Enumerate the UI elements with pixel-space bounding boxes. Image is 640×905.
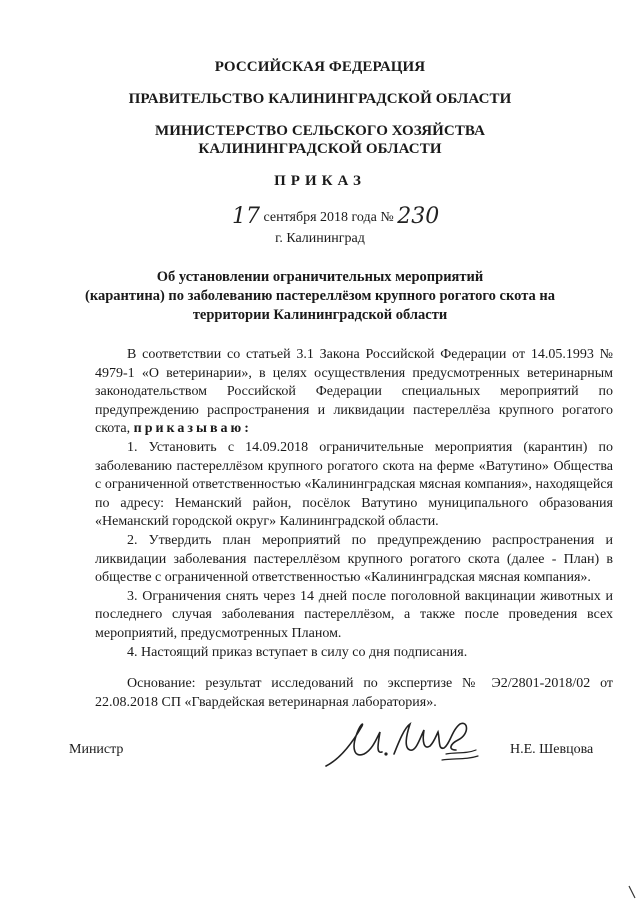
order-item-3: 3. Ограничения снять через 14 дней после поголовной вакцинации животных и последнего случая заболевания пастереллёзом, а также после проведения всех мероприятий, предусмотренных Планом. [95, 588, 613, 641]
title-line: (карантина) по заболеванию пастереллёзом крупного рогатого скота на [85, 288, 555, 304]
order-item-2: 2. Утвердить план мероприятий по предупреждению распространения и ликвидации заболевания пастереллёзом крупного рогатого скота (далее - План) в обществе с ограниченной ответственностью «Калининградская мясная компания». [95, 532, 613, 586]
order-item-1: 1. Установить с 14.09.2018 ограничительные мероприятия (карантин) по заболеванию пастереллёзом крупного рогатого скота на ферме «Ватутино» Общества с ограниченной ответственностью «Калининградская мясная компания», находящейся по адресу: Неманский район, посёлок Ватутино муниципального образования «Неманский городской округ» Калининградской области. [95, 439, 613, 530]
handwritten-number: 230 [397, 204, 440, 229]
handwritten-day: 17 [232, 204, 260, 229]
order-item-4: 4. Настоящий приказ вступает в силу со дня подписания. [127, 644, 468, 660]
signature-block [0, 738, 640, 778]
date-text: сентября 2018 года № [263, 210, 394, 225]
handwritten-signature [320, 714, 480, 776]
document-body [95, 346, 613, 712]
title-line: Об установлении ограничительных мероприятий [156, 269, 484, 285]
ministry-heading-line1: МИНИСТЕРСТВО СЕЛЬСКОГО ХОЗЯЙСТВА [154, 123, 486, 139]
country-heading: РОССИЙСКАЯ ФЕДЕРАЦИЯ [214, 59, 426, 75]
city: г. Калининград [275, 231, 365, 246]
title-line: территории Калининградской области [192, 307, 448, 323]
minister-name: Н.Е. Шевцова [510, 742, 594, 757]
document-title [60, 268, 580, 325]
date-line [232, 204, 439, 230]
basis-paragraph: Основание: результат исследований по экспертизе № Э2/2801-2018/02 от 22.08.2018 СП «Гвардейская ветеринарная лаборатория». [95, 676, 613, 710]
order-word: приказываю: [133, 421, 252, 437]
document-type: ПРИКАЗ [274, 173, 366, 189]
intro-paragraph [95, 346, 613, 439]
government-heading: ПРАВИТЕЛЬСТВО КАЛИНИНГРАДСКОЙ ОБЛАСТИ [128, 91, 512, 107]
intro-text: В соответствии со статьей 3.1 Закона Российской Федерации от 14.05.1993 № 4979-1 «О ветеринарии», в целях осуществления предусмотренных ветеринарным законодательством Российской Федерации специальных мероприятий по предупреждению распространения и ликвидации пастереллёза крупного рогатого скота, [95, 347, 613, 437]
position-label: Министр [69, 742, 124, 757]
page-edge-mark [628, 885, 636, 899]
ministry-heading-line2: КАЛИНИНГРАДСКОЙ ОБЛАСТИ [198, 141, 442, 157]
